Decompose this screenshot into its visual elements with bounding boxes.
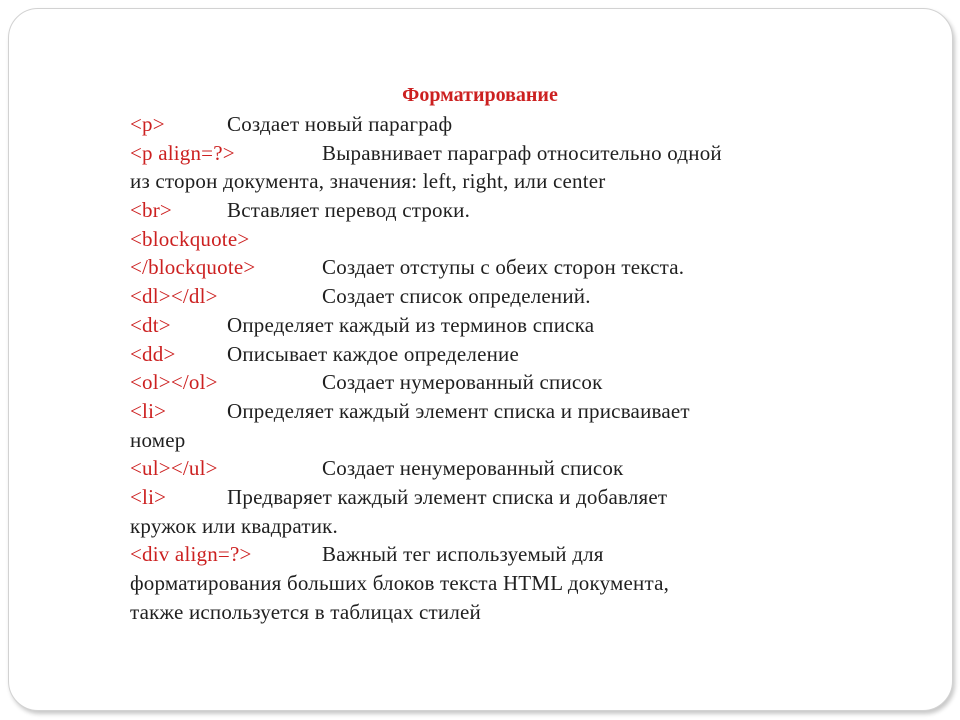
tag-description: также используется в таблицах стилей — [130, 599, 481, 624]
list-item — [130, 454, 850, 483]
html-tag-label: <div align=?> — [130, 542, 252, 567]
html-tag-label: <ul></ul> — [130, 456, 218, 481]
tag-description: Предваряет каждый элемент списка и добавляет — [227, 484, 668, 509]
html-tag-label: <dl></dl> — [130, 284, 218, 309]
list-item — [130, 311, 850, 340]
tag-description: из сторон документа, значения: left, right, или center — [130, 169, 606, 194]
tag-description: Создает отступы с обеих сторон текста. — [322, 255, 685, 280]
tag-description: Вставляет перевод строки. — [227, 198, 471, 223]
html-tag-label: <p> — [130, 112, 165, 136]
list-item — [130, 225, 850, 254]
html-tag-label: <li> — [130, 398, 167, 423]
list-item — [130, 569, 850, 598]
slide-title: Форматирование — [402, 84, 558, 106]
list-item — [130, 340, 850, 369]
tag-list — [130, 110, 850, 626]
html-tag-label: <li> — [130, 484, 167, 509]
tag-description: Определяет каждый из терминов списка — [227, 312, 595, 337]
html-tag-label: <dd> — [130, 341, 176, 366]
html-tag-label: <blockquote> — [130, 226, 250, 251]
tag-description: Выравнивает параграф относительно одной — [322, 140, 722, 165]
html-tag-label: </blockquote> — [130, 255, 256, 280]
list-item — [130, 253, 850, 282]
html-tag-label: <dt> — [130, 312, 171, 337]
tag-description: форматирования больших блоков текста HTML документа, — [130, 571, 670, 595]
tag-description: Описывает каждое определение — [227, 341, 519, 366]
list-item — [130, 397, 850, 426]
list-item — [130, 483, 850, 512]
list-item — [130, 368, 850, 397]
tag-description: Создает нумерованный список — [322, 370, 603, 395]
list-item — [130, 540, 850, 569]
html-tag-label: <ol></ol> — [130, 370, 218, 395]
html-tag-label: <br> — [130, 198, 172, 223]
tag-description: кружок или квадратик. — [130, 513, 338, 538]
tag-description: Создает ненумерованный список — [322, 456, 624, 481]
list-item — [130, 196, 850, 225]
tag-description: Создает новый параграф — [227, 112, 453, 136]
tag-description: Важный тег используемый для — [322, 542, 604, 567]
list-item — [130, 282, 850, 311]
list-item — [130, 598, 850, 627]
list-item — [130, 512, 850, 541]
html-tag-label: <p align=?> — [130, 140, 235, 165]
list-item — [130, 167, 850, 196]
list-item — [130, 110, 850, 139]
list-item — [130, 139, 850, 168]
tag-description: Создает список определений. — [322, 284, 591, 309]
tag-description: Определяет каждый элемент списка и присваивает — [227, 398, 690, 423]
list-item — [130, 426, 850, 455]
tag-description: номер — [130, 427, 186, 452]
